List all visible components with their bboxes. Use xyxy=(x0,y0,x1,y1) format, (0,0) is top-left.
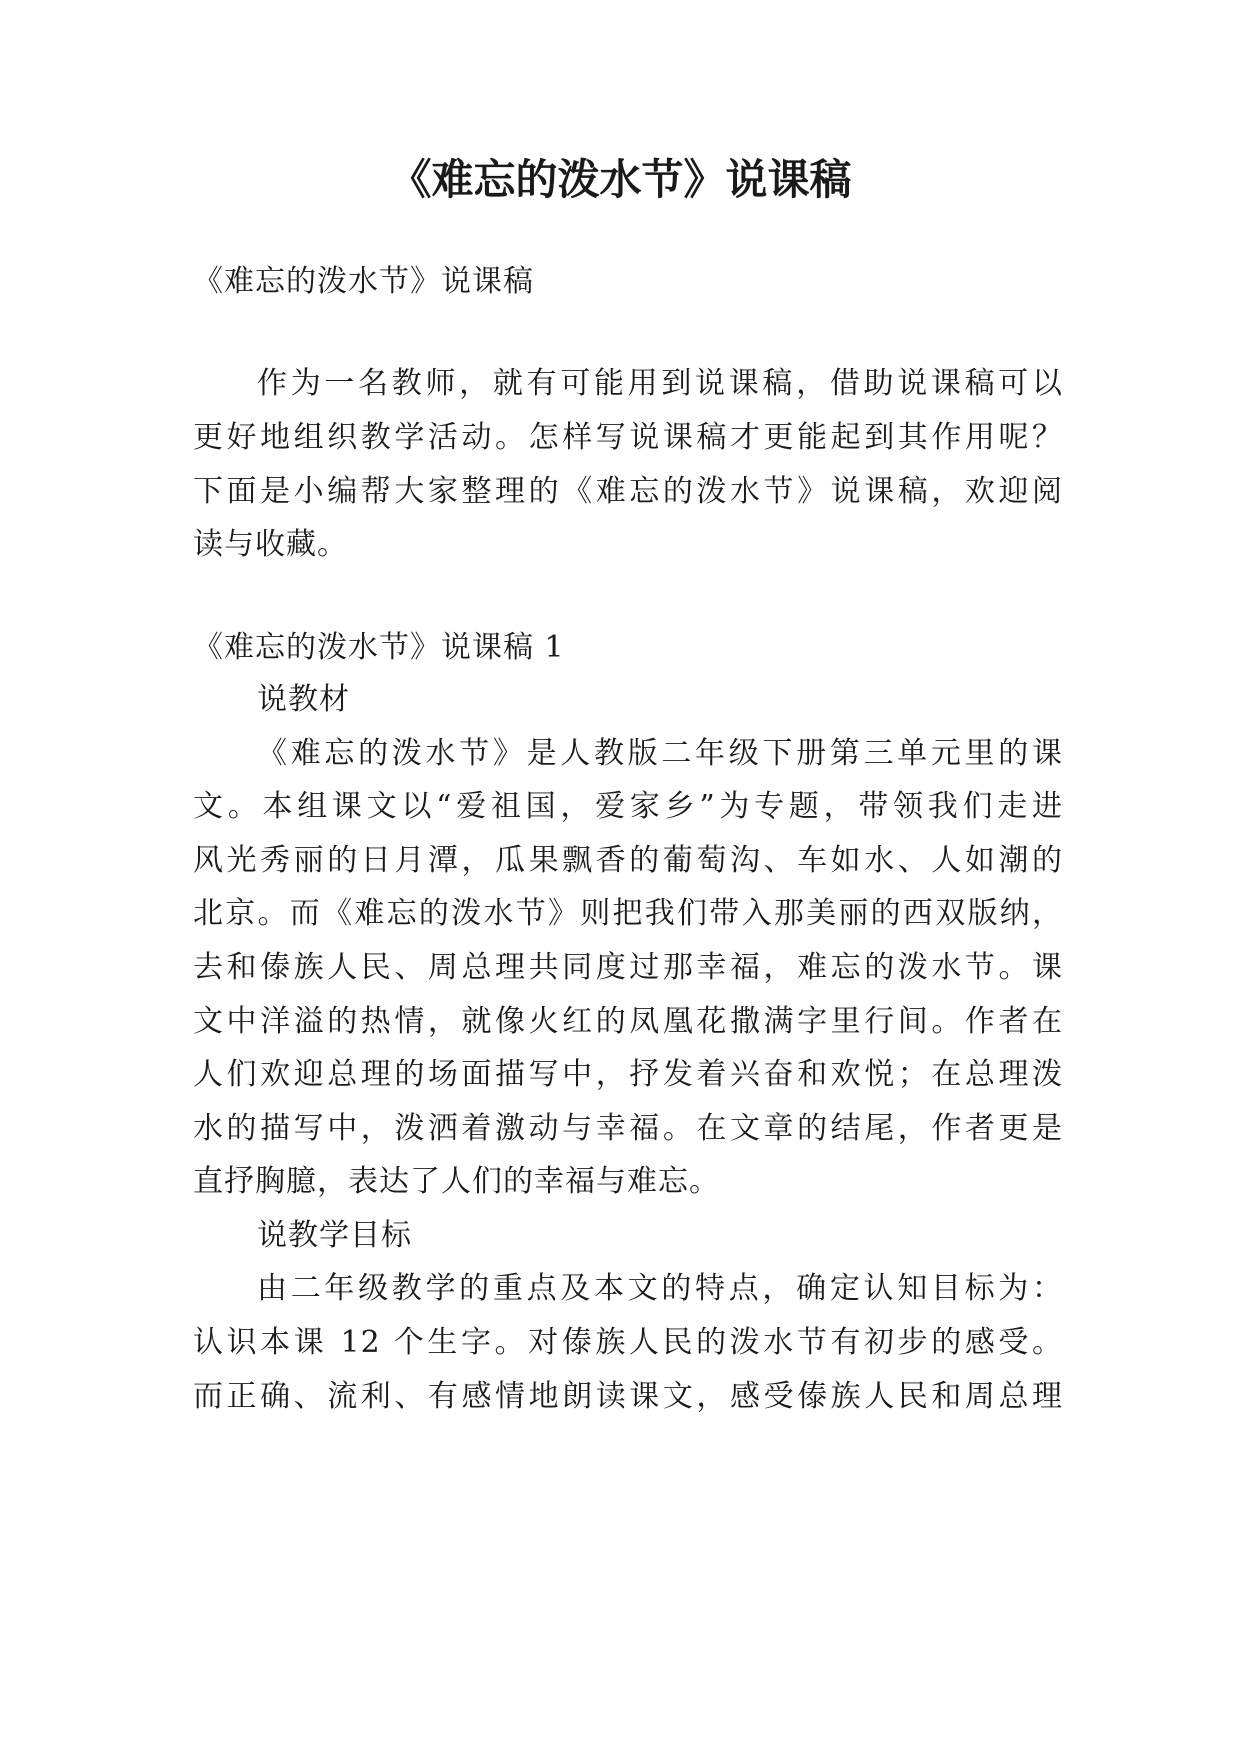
section-heading: 《难忘的泼水节》说课稿 1 xyxy=(193,630,565,665)
subsection-heading: 说教学目标 xyxy=(257,1218,412,1253)
paragraph-line: 由二年级教学的重点及本文的特点，确定认知目标为： xyxy=(257,1271,1063,1306)
document-title: 《难忘的泼水节》说课稿 xyxy=(389,155,852,204)
paragraph-line: 认识本课 12 个生字。对傣族人民的泼水节有初步的感受。 xyxy=(193,1325,1063,1360)
document-subtitle: 《难忘的泼水节》说课稿 xyxy=(193,264,534,299)
intro-line: 读与收藏。 xyxy=(193,527,348,562)
intro-line: 作为一名教师，就有可能用到说课稿，借助说课稿可以 xyxy=(257,366,1063,401)
intro-line: 下面是小编帮大家整理的《难忘的泼水节》说课稿，欢迎阅 xyxy=(193,474,1063,509)
subsection-heading: 说教材 xyxy=(257,682,350,717)
paragraph-line: 人们欢迎总理的场面描写中，抒发着兴奋和欢悦；在总理泼 xyxy=(193,1057,1063,1092)
paragraph-line: 风光秀丽的日月潭，瓜果飘香的葡萄沟、车如水、人如潮的 xyxy=(193,843,1063,878)
paragraph-line: 《难忘的泼水节》是人教版二年级下册第三单元里的课 xyxy=(257,736,1063,771)
paragraph-line: 去和傣族人民、周总理共同度过那幸福，难忘的泼水节。课 xyxy=(193,950,1063,985)
intro-line: 更好地组织教学活动。怎样写说课稿才更能起到其作用呢？ xyxy=(193,420,1063,455)
paragraph-line: 水的描写中，泼洒着激动与幸福。在文章的结尾，作者更是 xyxy=(193,1111,1063,1146)
paragraph-line: 直抒胸臆，表达了人们的幸福与难忘。 xyxy=(193,1164,720,1199)
paragraph-line: 文中洋溢的热情，就像火红的凤凰花撒满字里行间。作者在 xyxy=(193,1004,1063,1039)
paragraph-line: 而正确、流利、有感情地朗读课文，感受傣族人民和周总理 xyxy=(193,1379,1063,1414)
paragraph-line: 北京。而《难忘的泼水节》则把我们带入那美丽的西双版纳， xyxy=(193,896,1063,931)
paragraph-line: 文。本组课文以“爱祖国，爱家乡”为专题，带领我们走进 xyxy=(193,789,1063,824)
